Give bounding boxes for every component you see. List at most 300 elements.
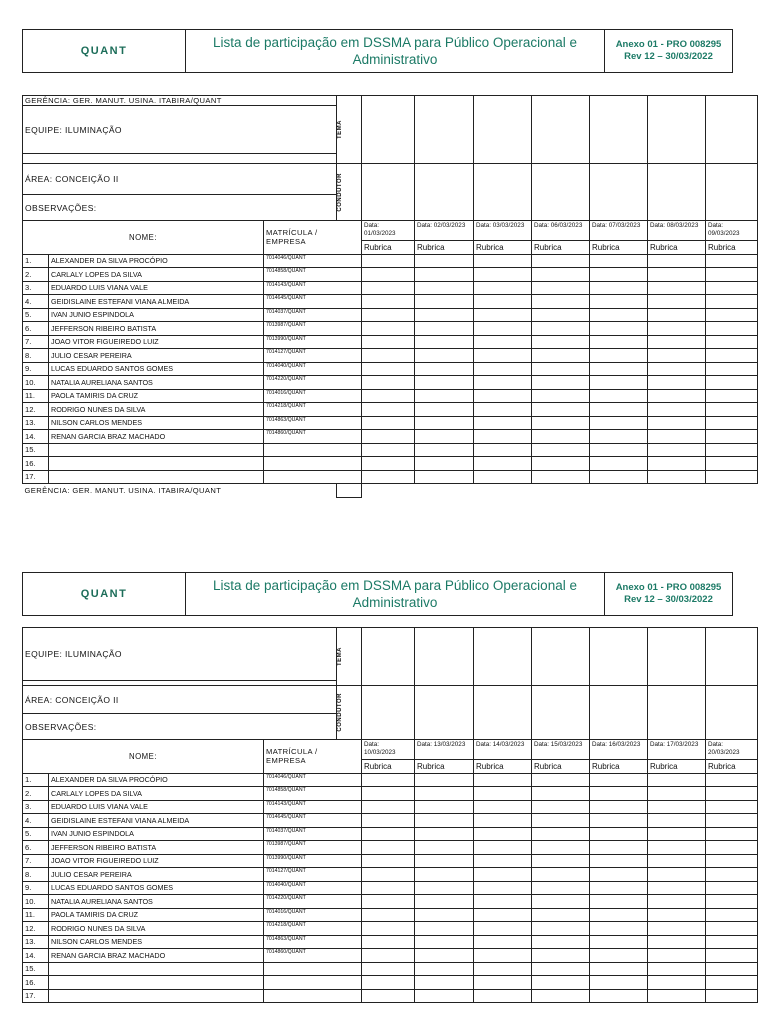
signature-cell-1[interactable] (362, 773, 415, 787)
signature-cell-3[interactable] (474, 389, 532, 403)
signature-cell-5[interactable] (590, 827, 648, 841)
signature-cell-7[interactable] (706, 827, 758, 841)
signature-cell-7[interactable] (706, 800, 758, 814)
tema-cell-4[interactable] (532, 96, 590, 164)
row-number: 3. (23, 800, 49, 814)
signature-cell-5[interactable] (590, 868, 648, 882)
signature-cell-4[interactable] (532, 349, 590, 363)
signature-cell-7[interactable] (706, 308, 758, 322)
tema-cell-5[interactable] (590, 96, 648, 164)
attendance-table-1 (22, 95, 758, 498)
signature-cell-5[interactable] (590, 962, 648, 976)
signature-cell-2[interactable] (415, 827, 474, 841)
signature-cell-6[interactable] (648, 800, 706, 814)
signature-cell-6[interactable] (648, 922, 706, 936)
signature-cell-2[interactable] (415, 800, 474, 814)
signature-cell-3[interactable] (474, 470, 532, 484)
signature-cell-2[interactable] (415, 989, 474, 1003)
participant-name: NILSON CARLOS MENDES (49, 416, 264, 430)
signature-cell-5[interactable] (590, 908, 648, 922)
signature-cell-2[interactable] (415, 322, 474, 336)
signature-cell-4[interactable] (532, 376, 590, 390)
signature-cell-6[interactable] (648, 868, 706, 882)
signature-cell-3[interactable] (474, 443, 532, 457)
signature-cell-6[interactable] (648, 787, 706, 801)
signature-cell-4[interactable] (532, 322, 590, 336)
condutor-cell-2[interactable] (415, 686, 474, 740)
signature-cell-3[interactable] (474, 935, 532, 949)
signature-cell-1[interactable] (362, 976, 415, 990)
signature-cell-1[interactable] (362, 457, 415, 471)
signature-cell-4[interactable] (532, 295, 590, 309)
signature-cell-6[interactable] (648, 895, 706, 909)
participant-row (23, 895, 758, 909)
signature-cell-2[interactable] (415, 308, 474, 322)
signature-cell-4[interactable] (532, 787, 590, 801)
signature-cell-3[interactable] (474, 322, 532, 336)
signature-cell-5[interactable] (590, 470, 648, 484)
condutor-cell-3[interactable] (474, 164, 532, 221)
signature-cell-6[interactable] (648, 989, 706, 1003)
signature-cell-1[interactable] (362, 349, 415, 363)
signature-cell-3[interactable] (474, 349, 532, 363)
signature-cell-4[interactable] (532, 949, 590, 963)
signature-cell-7[interactable] (706, 989, 758, 1003)
date-cell-1: Data: 01/03/2023 (362, 221, 415, 241)
signature-cell-7[interactable] (706, 254, 758, 268)
signature-cell-4[interactable] (532, 895, 590, 909)
signature-cell-6[interactable] (648, 827, 706, 841)
signature-cell-7[interactable] (706, 787, 758, 801)
participant-row (23, 881, 758, 895)
participant-matricula: 7014037/QUANT (264, 827, 362, 841)
row-number: 8. (23, 349, 49, 363)
signature-cell-3[interactable] (474, 854, 532, 868)
signature-cell-4[interactable] (532, 457, 590, 471)
signature-cell-3[interactable] (474, 362, 532, 376)
signature-cell-1[interactable] (362, 443, 415, 457)
signature-cell-4[interactable] (532, 989, 590, 1003)
signature-cell-7[interactable] (706, 881, 758, 895)
signature-cell-1[interactable] (362, 295, 415, 309)
condutor-cell-1[interactable] (362, 164, 415, 221)
signature-cell-6[interactable] (648, 976, 706, 990)
tema-cell-1[interactable] (362, 628, 415, 686)
tema-cell-1[interactable] (362, 96, 415, 164)
signature-cell-7[interactable] (706, 349, 758, 363)
signature-cell-5[interactable] (590, 268, 648, 282)
signature-cell-5[interactable] (590, 443, 648, 457)
signature-cell-2[interactable] (415, 254, 474, 268)
signature-cell-1[interactable] (362, 949, 415, 963)
signature-cell-2[interactable] (415, 470, 474, 484)
signature-cell-4[interactable] (532, 268, 590, 282)
tema-cell-2[interactable] (415, 96, 474, 164)
signature-cell-7[interactable] (706, 922, 758, 936)
signature-cell-1[interactable] (362, 403, 415, 417)
signature-cell-1[interactable] (362, 895, 415, 909)
signature-cell-5[interactable] (590, 841, 648, 855)
signature-cell-3[interactable] (474, 827, 532, 841)
signature-cell-7[interactable] (706, 403, 758, 417)
signature-cell-2[interactable] (415, 430, 474, 444)
condutor-cell-7[interactable] (706, 686, 758, 740)
participant-matricula (264, 470, 362, 484)
row-number: 6. (23, 841, 49, 855)
signature-cell-1[interactable] (362, 281, 415, 295)
signature-cell-4[interactable] (532, 773, 590, 787)
signature-cell-1[interactable] (362, 962, 415, 976)
signature-cell-1[interactable] (362, 470, 415, 484)
signature-cell-1[interactable] (362, 854, 415, 868)
signature-cell-1[interactable] (362, 841, 415, 855)
signature-cell-2[interactable] (415, 403, 474, 417)
signature-cell-2[interactable] (415, 295, 474, 309)
signature-cell-1[interactable] (362, 989, 415, 1003)
signature-cell-2[interactable] (415, 389, 474, 403)
signature-cell-5[interactable] (590, 335, 648, 349)
condutor-cell-4[interactable] (532, 164, 590, 221)
signature-cell-4[interactable] (532, 800, 590, 814)
signature-cell-2[interactable] (415, 868, 474, 882)
signature-cell-7[interactable] (706, 389, 758, 403)
signature-cell-6[interactable] (648, 949, 706, 963)
signature-cell-3[interactable] (474, 295, 532, 309)
signature-cell-7[interactable] (706, 430, 758, 444)
signature-cell-6[interactable] (648, 403, 706, 417)
signature-cell-6[interactable] (648, 908, 706, 922)
signature-cell-2[interactable] (415, 814, 474, 828)
signature-cell-6[interactable] (648, 962, 706, 976)
signature-cell-3[interactable] (474, 254, 532, 268)
signature-cell-2[interactable] (415, 335, 474, 349)
signature-cell-4[interactable] (532, 841, 590, 855)
row-number: 16. (23, 457, 49, 471)
signature-cell-1[interactable] (362, 254, 415, 268)
signature-cell-4[interactable] (532, 881, 590, 895)
signature-cell-5[interactable] (590, 922, 648, 936)
signature-cell-6[interactable] (648, 814, 706, 828)
signature-cell-2[interactable] (415, 962, 474, 976)
signature-cell-6[interactable] (648, 854, 706, 868)
participant-row (23, 989, 758, 1003)
signature-cell-1[interactable] (362, 868, 415, 882)
signature-cell-2[interactable] (415, 976, 474, 990)
anexo-label: Anexo 01 - PRO 008295 (615, 582, 722, 593)
signature-cell-4[interactable] (532, 814, 590, 828)
signature-cell-4[interactable] (532, 308, 590, 322)
signature-cell-6[interactable] (648, 841, 706, 855)
row-number: 6. (23, 322, 49, 336)
signature-cell-6[interactable] (648, 349, 706, 363)
signature-cell-7[interactable] (706, 908, 758, 922)
participant-row (23, 376, 758, 390)
signature-cell-5[interactable] (590, 895, 648, 909)
date-cell-5: Data: 16/03/2023 (590, 740, 648, 760)
signature-cell-1[interactable] (362, 416, 415, 430)
signature-cell-1[interactable] (362, 814, 415, 828)
signature-cell-5[interactable] (590, 322, 648, 336)
signature-cell-1[interactable] (362, 362, 415, 376)
signature-cell-7[interactable] (706, 868, 758, 882)
row-number: 8. (23, 868, 49, 882)
signature-cell-2[interactable] (415, 773, 474, 787)
signature-cell-5[interactable] (590, 281, 648, 295)
signature-cell-2[interactable] (415, 443, 474, 457)
signature-cell-2[interactable] (415, 416, 474, 430)
signature-cell-3[interactable] (474, 416, 532, 430)
signature-cell-4[interactable] (532, 281, 590, 295)
condutor-cell-5[interactable] (590, 164, 648, 221)
signature-cell-3[interactable] (474, 841, 532, 855)
tema-cell-6[interactable] (648, 96, 706, 164)
signature-cell-4[interactable] (532, 962, 590, 976)
signature-cell-4[interactable] (532, 976, 590, 990)
condutor-cell-1[interactable] (362, 686, 415, 740)
signature-cell-5[interactable] (590, 349, 648, 363)
condutor-cell-5[interactable] (590, 686, 648, 740)
signature-cell-3[interactable] (474, 281, 532, 295)
signature-cell-7[interactable] (706, 895, 758, 909)
tema-cell-7[interactable] (706, 96, 758, 164)
signature-cell-2[interactable] (415, 281, 474, 295)
signature-cell-2[interactable] (415, 895, 474, 909)
signature-cell-5[interactable] (590, 976, 648, 990)
signature-cell-1[interactable] (362, 389, 415, 403)
signature-cell-3[interactable] (474, 895, 532, 909)
signature-cell-4[interactable] (532, 430, 590, 444)
tema-cell-5[interactable] (590, 628, 648, 686)
participant-name: EDUARDO LUIS VIANA VALE (49, 281, 264, 295)
condutor-cell-6[interactable] (648, 686, 706, 740)
signature-cell-6[interactable] (648, 443, 706, 457)
signature-cell-4[interactable] (532, 935, 590, 949)
signature-cell-7[interactable] (706, 773, 758, 787)
signature-cell-3[interactable] (474, 949, 532, 963)
signature-cell-1[interactable] (362, 935, 415, 949)
signature-cell-5[interactable] (590, 416, 648, 430)
signature-cell-7[interactable] (706, 962, 758, 976)
signature-cell-4[interactable] (532, 389, 590, 403)
signature-cell-6[interactable] (648, 376, 706, 390)
rubrica-header-2: Rubrica (415, 241, 474, 255)
signature-cell-4[interactable] (532, 403, 590, 417)
signature-cell-7[interactable] (706, 976, 758, 990)
tema-cell-7[interactable] (706, 628, 758, 686)
row-number: 12. (23, 403, 49, 417)
signature-cell-5[interactable] (590, 362, 648, 376)
signature-cell-3[interactable] (474, 335, 532, 349)
signature-cell-4[interactable] (532, 362, 590, 376)
signature-cell-2[interactable] (415, 787, 474, 801)
signature-cell-3[interactable] (474, 976, 532, 990)
signature-cell-2[interactable] (415, 362, 474, 376)
signature-cell-1[interactable] (362, 376, 415, 390)
signature-cell-4[interactable] (532, 470, 590, 484)
signature-cell-3[interactable] (474, 376, 532, 390)
signature-cell-7[interactable] (706, 854, 758, 868)
signature-cell-2[interactable] (415, 935, 474, 949)
signature-cell-7[interactable] (706, 841, 758, 855)
signature-cell-6[interactable] (648, 281, 706, 295)
row-number: 11. (23, 389, 49, 403)
signature-cell-3[interactable] (474, 868, 532, 882)
signature-cell-5[interactable] (590, 308, 648, 322)
signature-cell-1[interactable] (362, 827, 415, 841)
signature-cell-6[interactable] (648, 457, 706, 471)
signature-cell-7[interactable] (706, 935, 758, 949)
signature-cell-2[interactable] (415, 854, 474, 868)
signature-cell-5[interactable] (590, 389, 648, 403)
signature-cell-7[interactable] (706, 470, 758, 484)
signature-cell-4[interactable] (532, 922, 590, 936)
signature-cell-4[interactable] (532, 335, 590, 349)
signature-cell-7[interactable] (706, 281, 758, 295)
rubrica-header-1: Rubrica (362, 760, 415, 774)
signature-cell-3[interactable] (474, 430, 532, 444)
signature-cell-3[interactable] (474, 962, 532, 976)
signature-cell-3[interactable] (474, 773, 532, 787)
signature-cell-5[interactable] (590, 376, 648, 390)
tema-cell-3[interactable] (474, 96, 532, 164)
logo-text: QUANT (80, 45, 128, 57)
participant-row (23, 443, 758, 457)
signature-cell-3[interactable] (474, 881, 532, 895)
signature-cell-6[interactable] (648, 773, 706, 787)
signature-cell-7[interactable] (706, 416, 758, 430)
signature-cell-6[interactable] (648, 295, 706, 309)
signature-cell-6[interactable] (648, 322, 706, 336)
condutor-cell-6[interactable] (648, 164, 706, 221)
signature-cell-7[interactable] (706, 268, 758, 282)
signature-cell-7[interactable] (706, 457, 758, 471)
signature-cell-4[interactable] (532, 854, 590, 868)
condutor-cell-7[interactable] (706, 164, 758, 221)
signature-cell-6[interactable] (648, 335, 706, 349)
signature-cell-6[interactable] (648, 430, 706, 444)
participant-matricula: 7014863/QUANT (264, 416, 362, 430)
signature-cell-7[interactable] (706, 335, 758, 349)
signature-cell-4[interactable] (532, 443, 590, 457)
signature-cell-2[interactable] (415, 457, 474, 471)
signature-cell-1[interactable] (362, 800, 415, 814)
row-number: 1. (23, 254, 49, 268)
signature-cell-2[interactable] (415, 349, 474, 363)
signature-cell-5[interactable] (590, 773, 648, 787)
signature-cell-2[interactable] (415, 881, 474, 895)
tema-cell-6[interactable] (648, 628, 706, 686)
signature-cell-7[interactable] (706, 376, 758, 390)
participant-name: GEIDISLAINE ESTEFANI VIANA ALMEIDA (49, 295, 264, 309)
signature-cell-1[interactable] (362, 881, 415, 895)
condutor-cell-3[interactable] (474, 686, 532, 740)
signature-cell-6[interactable] (648, 254, 706, 268)
signature-cell-6[interactable] (648, 268, 706, 282)
signature-cell-5[interactable] (590, 457, 648, 471)
signature-cell-3[interactable] (474, 989, 532, 1003)
signature-cell-6[interactable] (648, 362, 706, 376)
signature-cell-1[interactable] (362, 322, 415, 336)
signature-cell-7[interactable] (706, 949, 758, 963)
signature-cell-6[interactable] (648, 389, 706, 403)
signature-cell-1[interactable] (362, 308, 415, 322)
signature-cell-5[interactable] (590, 814, 648, 828)
signature-cell-2[interactable] (415, 268, 474, 282)
signature-cell-4[interactable] (532, 868, 590, 882)
signature-cell-6[interactable] (648, 935, 706, 949)
signature-cell-3[interactable] (474, 268, 532, 282)
signature-cell-3[interactable] (474, 403, 532, 417)
tema-cell-2[interactable] (415, 628, 474, 686)
signature-cell-6[interactable] (648, 881, 706, 895)
signature-cell-3[interactable] (474, 908, 532, 922)
signature-cell-2[interactable] (415, 908, 474, 922)
signature-cell-1[interactable] (362, 787, 415, 801)
tema-cell-3[interactable] (474, 628, 532, 686)
row-number: 7. (23, 335, 49, 349)
row-number: 16. (23, 976, 49, 990)
signature-cell-5[interactable] (590, 430, 648, 444)
signature-cell-2[interactable] (415, 949, 474, 963)
participant-row (23, 349, 758, 363)
signature-cell-5[interactable] (590, 254, 648, 268)
signature-cell-2[interactable] (415, 376, 474, 390)
signature-cell-5[interactable] (590, 989, 648, 1003)
signature-cell-4[interactable] (532, 254, 590, 268)
signature-cell-5[interactable] (590, 800, 648, 814)
signature-cell-2[interactable] (415, 922, 474, 936)
signature-cell-5[interactable] (590, 854, 648, 868)
signature-cell-5[interactable] (590, 881, 648, 895)
signature-cell-5[interactable] (590, 935, 648, 949)
signature-cell-3[interactable] (474, 787, 532, 801)
signature-cell-4[interactable] (532, 908, 590, 922)
signature-cell-1[interactable] (362, 922, 415, 936)
spacer (23, 154, 337, 164)
signature-cell-5[interactable] (590, 403, 648, 417)
signature-cell-4[interactable] (532, 827, 590, 841)
signature-cell-6[interactable] (648, 416, 706, 430)
signature-cell-3[interactable] (474, 814, 532, 828)
condutor-cell-2[interactable] (415, 164, 474, 221)
signature-cell-6[interactable] (648, 470, 706, 484)
row-number: 15. (23, 443, 49, 457)
signature-cell-3[interactable] (474, 800, 532, 814)
signature-cell-5[interactable] (590, 949, 648, 963)
signature-cell-3[interactable] (474, 308, 532, 322)
signature-cell-7[interactable] (706, 443, 758, 457)
signature-cell-7[interactable] (706, 322, 758, 336)
signature-cell-3[interactable] (474, 457, 532, 471)
signature-cell-1[interactable] (362, 335, 415, 349)
signature-cell-7[interactable] (706, 362, 758, 376)
condutor-cell-4[interactable] (532, 686, 590, 740)
tema-cell-4[interactable] (532, 628, 590, 686)
signature-cell-1[interactable] (362, 908, 415, 922)
signature-cell-5[interactable] (590, 295, 648, 309)
signature-cell-5[interactable] (590, 787, 648, 801)
signature-cell-7[interactable] (706, 295, 758, 309)
signature-cell-7[interactable] (706, 814, 758, 828)
row-number: 1. (23, 773, 49, 787)
signature-cell-4[interactable] (532, 416, 590, 430)
signature-cell-6[interactable] (648, 308, 706, 322)
signature-cell-2[interactable] (415, 841, 474, 855)
signature-cell-1[interactable] (362, 268, 415, 282)
signature-cell-3[interactable] (474, 922, 532, 936)
signature-cell-1[interactable] (362, 430, 415, 444)
participant-matricula: 7013990/QUANT (264, 335, 362, 349)
